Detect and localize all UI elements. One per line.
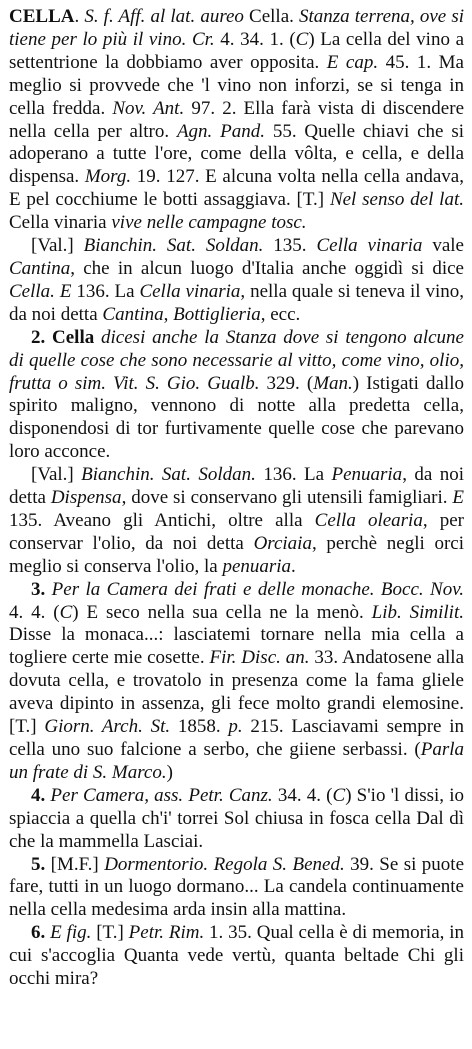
- text-run: ): [166, 761, 173, 783]
- entry-paragraph: [9, 922, 464, 991]
- text-run: ) Istigati dallo spirito maligno, vennono di notte alla predetta cella, disponendosi di tor furtivamente quelle cose che parevano loro acconce.: [9, 372, 464, 463]
- bold-text: 3.: [31, 578, 46, 600]
- italic-text: Per Camera, ass. Petr. Canz.: [50, 784, 273, 806]
- italic-text: Man.: [313, 372, 353, 394]
- text-run: 215. Lasciavami sempre in cella uno suo falcione a serbo, che giiene serbassi. (: [9, 716, 464, 760]
- italic-text: C: [59, 601, 73, 623]
- italic-text: Agn. Pand.: [176, 120, 265, 142]
- italic-text: E fig.: [50, 922, 92, 944]
- entry-paragraph: [9, 6, 464, 235]
- text-run: Cella vinaria: [9, 212, 112, 234]
- text-run: 97. 2. Ella farà vista di discendere nella cella per altro.: [9, 97, 464, 142]
- italic-text: Fir. Disc. an.: [209, 647, 310, 669]
- text-run: Disse la monaca...: lasciatemi tornare nella mia cella a togliere certe mie cosette.: [9, 624, 464, 669]
- text-run: .: [74, 6, 85, 27]
- italic-text: E: [452, 487, 464, 509]
- bold-text: 2. Cella: [31, 326, 95, 348]
- text-run: , perchè negli orci meglio si conserva l'olio, la: [9, 532, 465, 577]
- italic-text: Cella vinaria: [139, 280, 241, 302]
- text-run: ) S'io 'l dissi, io spiaccia a quella ch'i' torrei Sol chiusa in fosca cella Dal dì che la mammella Lasciai.: [9, 784, 465, 852]
- italic-text: vive nelle campagne tosc.: [111, 212, 307, 234]
- text-run: 45. 1. Ma meglio si provvede che 'l vino non inforzi, se si tenga in cella fredda.: [9, 51, 464, 119]
- text-run: , da noi detta: [9, 464, 464, 509]
- text-run: , nella quale si teneva il vino, da noi detta: [9, 280, 465, 325]
- italic-text: penuaria: [222, 555, 292, 577]
- text-run: 55. Quelle chiavi che si adoperano a tutte l'ore, come della vôlta, e cella, e della dispensa.: [9, 120, 464, 188]
- italic-text: Lib. Similit.: [371, 601, 464, 623]
- italic-text: Bianchin. Sat. Soldan.: [83, 235, 264, 257]
- italic-text: C: [295, 28, 309, 50]
- text-run: , per conservar l'olio, da noi detta: [9, 509, 464, 554]
- italic-text: Orciaia: [253, 532, 312, 554]
- entry-paragraph: [9, 579, 464, 785]
- text-run: 136. La: [255, 464, 332, 486]
- text-run: 19. 127. E alcuna volta nella cella andava, E pel cocchiume le botti assaggiava. [T.]: [9, 166, 464, 211]
- entry-paragraph: [9, 327, 464, 464]
- text-run: ,: [163, 303, 174, 325]
- italic-text: al lat.: [150, 6, 196, 27]
- italic-text: E cap.: [326, 51, 379, 73]
- italic-text: dicesi anche la Stanza dove si tengono alcune di quelle cose che sono necessarie al vitto, come vino, olio, frutta o sim. Vit. S. Gio. Gualb.: [9, 326, 464, 394]
- text-run: , dove si conservano gli utensili famigliari.: [121, 487, 453, 509]
- italic-text: Bianchin. Sat. Soldan.: [81, 464, 256, 486]
- italic-text: aureo: [200, 6, 244, 27]
- italic-text: Dispensa: [50, 487, 122, 509]
- text-run: 4. 4. (: [9, 601, 60, 623]
- italic-text: Cella. E: [9, 280, 72, 302]
- text-run: , che in alcun luogo d'Italia anche oggidì si dice: [70, 257, 464, 279]
- italic-text: Per la Camera dei frati e delle monache. Bocc. Nov.: [51, 578, 464, 600]
- text-run: 1. 35. Qual cella è di memoria, in cui s'accoglia Quanta vede vertù, quanta beltade Chi gli occhi mira?: [9, 922, 465, 990]
- text-run: [94, 327, 101, 348]
- entry-paragraph: [9, 854, 464, 923]
- text-run: [Val.]: [31, 235, 84, 257]
- text-run: ) La cella del vino a settentrione la dobbiamo aver opposita.: [9, 28, 465, 73]
- italic-text: Nel senso del lat.: [329, 189, 464, 211]
- entry-paragraph: [9, 785, 464, 854]
- italic-text: S. f. Aff.: [84, 6, 146, 27]
- text-run: 136. La: [71, 280, 140, 302]
- entry-paragraph: [9, 235, 464, 327]
- italic-text: Parla un frate di S. Marco.: [9, 739, 464, 783]
- text-run: Cella.: [243, 6, 299, 27]
- text-run: [M.F.]: [45, 853, 105, 875]
- italic-text: p.: [228, 716, 243, 738]
- italic-text: Bottiglieria: [173, 303, 261, 325]
- bold-text: 4.: [31, 784, 46, 806]
- italic-text: Stanza terrena, ove si tiene per lo più il vino. Cr.: [9, 6, 465, 50]
- bold-text: 6.: [31, 922, 46, 944]
- text-run: 4. 34. 1. (: [214, 28, 296, 50]
- text-run: 1858.: [170, 716, 229, 738]
- text-run: [Val.]: [31, 464, 82, 486]
- italic-text: Cella olearia: [314, 509, 423, 531]
- bold-text: 5.: [31, 853, 46, 875]
- italic-text: Penuaria: [331, 464, 403, 486]
- text-run: .: [291, 555, 296, 577]
- entry-paragraph: [9, 464, 464, 579]
- text-run: ) E seco nella sua cella ne la menò.: [72, 601, 372, 623]
- text-run: vale: [422, 235, 464, 257]
- italic-text: Morg.: [84, 166, 132, 188]
- text-run: , ecc.: [260, 303, 301, 325]
- text-run: 329. (: [259, 372, 314, 394]
- text-run: 135. Aveano gli Antichi, oltre alla: [9, 509, 315, 531]
- italic-text: C: [332, 784, 346, 806]
- italic-text: Petr. Rim.: [128, 922, 205, 944]
- text-run: [T.]: [91, 922, 129, 944]
- text-run: 135.: [263, 235, 317, 257]
- italic-text: Cantina: [9, 257, 71, 279]
- text-run: 39. Se si puote fare, tutti in un luogo dormano... La candela continuamente nella cella medesima arda insin alla mattina.: [9, 853, 465, 921]
- text-run: 34. 4. (: [272, 784, 333, 806]
- italic-text: Cella vinaria: [316, 235, 423, 257]
- bold-text: CELLA: [9, 6, 75, 27]
- italic-text: Cantina: [102, 303, 164, 325]
- text-run: 33. Andatosene alla dovuta cella, e trovatolo in presenza come la fama gliele aveva dipinto in assenza, gli fece molto grandi elemosine. [T.]: [9, 647, 464, 738]
- italic-text: Giorn. Arch. St.: [44, 716, 171, 738]
- italic-text: Dormentorio. Regola S. Bened.: [104, 853, 345, 875]
- italic-text: Nov. Ant.: [112, 97, 185, 119]
